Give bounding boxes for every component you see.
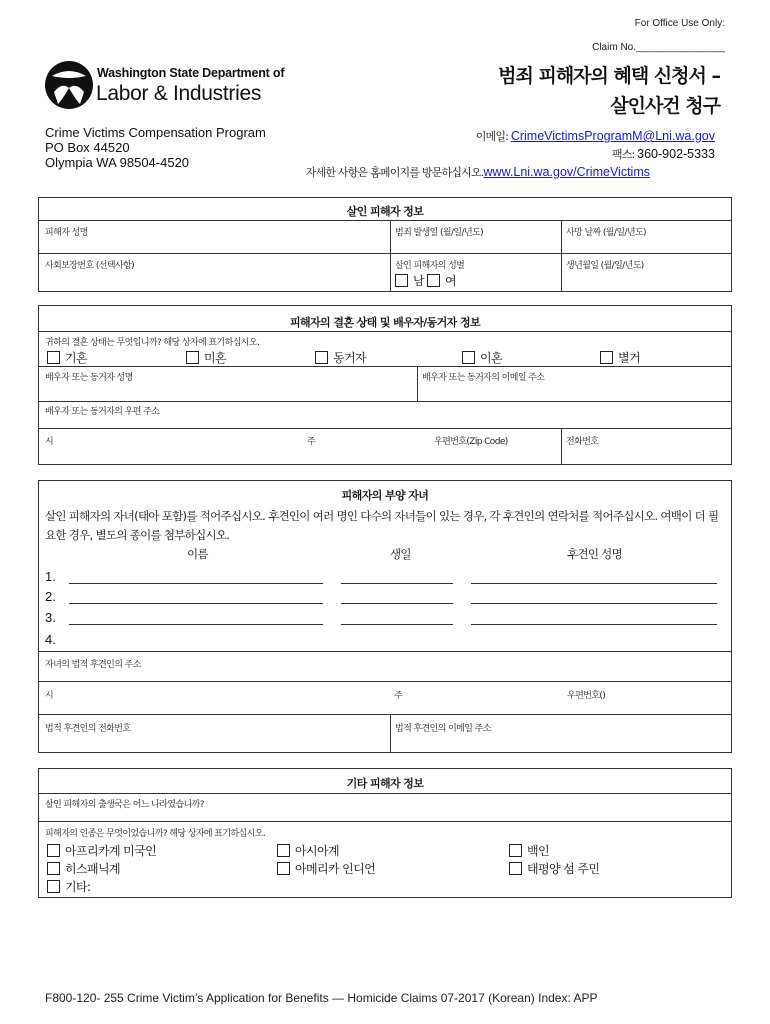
married-checkbox[interactable]	[47, 351, 60, 364]
female-checkbox[interactable]	[427, 274, 440, 287]
spouse-phone-field[interactable]: 전화번호	[566, 437, 599, 447]
native-checkbox[interactable]	[277, 862, 290, 875]
native-label: 아메리카 인디언	[295, 862, 376, 876]
separated-option[interactable]	[600, 349, 640, 366]
contact-fax-row	[612, 146, 715, 163]
race-white-option[interactable]	[509, 842, 549, 859]
female-label: 여	[445, 274, 456, 288]
single-label: 미혼	[204, 351, 226, 365]
spouse-address-field[interactable]: 배우자 또는 동거자의 우편 주소	[45, 407, 160, 417]
child-2-guardian-input[interactable]	[471, 603, 717, 604]
race-other-option[interactable]	[47, 878, 90, 895]
hispanic-label: 히스패닉계	[65, 862, 120, 876]
gender-label: 살인 피해자의 성별	[395, 261, 465, 271]
other-info-section	[38, 768, 732, 898]
guardian-address-field[interactable]: 자녀의 법적 후견인의 주소	[45, 660, 141, 670]
race-question: 피해자의 인종은 무엇이었습니까? 해당 상자에 표기하십시오.	[45, 829, 266, 839]
child-2-name-input[interactable]	[69, 603, 323, 604]
address-line1: Crime Victims Compensation Program	[45, 125, 266, 140]
male-label: 남	[413, 274, 424, 288]
child-row-1-number: 1.	[45, 569, 56, 584]
victim-info-section	[38, 197, 732, 292]
single-checkbox[interactable]	[186, 351, 199, 364]
guardian-state-field[interactable]: 주	[394, 691, 403, 701]
male-checkbox[interactable]	[395, 274, 408, 287]
partner-label: 동거자	[333, 351, 366, 365]
pacific-checkbox[interactable]	[509, 862, 522, 875]
marital-question: 귀하의 결혼 상태는 무엇입니까? 해당 상자에 표기하십시오.	[45, 338, 260, 348]
children-instructions: 살인 피해자의 자녀(태아 포함)를 적어주십시오. 후견인이 여러 명인 다수의 자녀들이 있는 경우, 각 후견인의 연락처를 적어주십시오. 여백이 더 필요한 경우, 별도의 종이를 첨부하십시오.	[45, 509, 719, 542]
birth-country-field[interactable]: 살인 피해자의 출생국은 어느 나라였습니까?	[45, 800, 204, 810]
gender-male-option[interactable]	[395, 272, 424, 289]
guardian-email-field[interactable]: 법적 후견인의 이메일 주소	[395, 724, 491, 734]
separated-label: 별거	[618, 351, 640, 365]
african-checkbox[interactable]	[47, 844, 60, 857]
separated-checkbox[interactable]	[600, 351, 613, 364]
form-footer: F800-120- 255 Crime Victim’s Application for Benefits — Homicide Claims 07-2017 (Korean) Index: APP	[45, 991, 598, 1005]
death-date-field[interactable]: 사망 날짜 (월/일/년도)	[566, 228, 646, 238]
asian-checkbox[interactable]	[277, 844, 290, 857]
other-info-title: 기타 피해자 정보	[346, 777, 424, 790]
pacific-label: 태평양 섬 주민	[527, 862, 600, 876]
race-hispanic-option[interactable]	[47, 860, 120, 877]
ssn-field[interactable]: 사회보장번호 (선택사항)	[45, 261, 135, 271]
partner-option[interactable]	[315, 349, 366, 366]
african-label: 아프리카계 미국인	[65, 844, 157, 858]
guardian-phone-field[interactable]: 법적 후견인의 전화번호	[45, 724, 131, 734]
spouse-city-field[interactable]: 시	[45, 437, 54, 447]
website-link[interactable]: www.Lni.wa.gov/CrimeVictims	[483, 165, 650, 179]
married-label: 기혼	[65, 351, 87, 365]
child-row-4-number: 4.	[45, 632, 56, 647]
spouse-zip-field[interactable]: 우편번호(Zip Code)	[434, 437, 508, 447]
logo-line2: Labor & Industries	[96, 82, 262, 105]
race-african-option[interactable]	[47, 842, 156, 859]
program-address	[45, 125, 266, 170]
single-option[interactable]	[186, 349, 226, 366]
divorced-label: 이혼	[480, 351, 502, 365]
victim-name-field[interactable]: 피해자 성명	[45, 228, 88, 238]
child-3-guardian-input[interactable]	[471, 624, 717, 625]
child-row-3-number: 3.	[45, 610, 56, 625]
claim-number-field[interactable]: Claim No.________________	[592, 42, 725, 53]
asian-label: 아시아계	[295, 844, 339, 858]
address-line2: PO Box 44520	[45, 140, 130, 155]
dob-field[interactable]: 생년월일 (월/일/년도)	[566, 261, 644, 271]
race-pacific-option[interactable]	[509, 860, 599, 877]
child-2-dob-input[interactable]	[341, 603, 453, 604]
fax-label: 팩스:	[611, 148, 638, 161]
white-label: 백인	[527, 844, 549, 858]
married-option[interactable]	[47, 349, 87, 366]
email-label: 이메일:	[475, 130, 511, 143]
spouse-email-field[interactable]: 배우자 또는 동거자의 이메일 주소	[422, 373, 545, 383]
hispanic-checkbox[interactable]	[47, 862, 60, 875]
white-checkbox[interactable]	[509, 844, 522, 857]
guardian-zip-field[interactable]: 우편번호()	[567, 691, 606, 701]
contact-email-row	[476, 128, 715, 145]
child-row-2-number: 2.	[45, 589, 56, 604]
child-3-dob-input[interactable]	[341, 624, 453, 625]
crime-date-field[interactable]: 범죄 발생일 (월/일/년도)	[395, 228, 484, 238]
child-1-dob-input[interactable]	[341, 583, 453, 584]
web-label: 자세한 사항은 홈페이지를 방문하십시오.	[305, 166, 484, 179]
email-link[interactable]: CrimeVictimsProgramM@Lni.wa.gov	[510, 129, 715, 143]
divorced-option[interactable]	[462, 349, 502, 366]
child-1-guardian-input[interactable]	[471, 583, 717, 584]
contact-web-row	[306, 164, 650, 181]
child-1-name-input[interactable]	[69, 583, 323, 584]
form-title-line1: 범죄 피해자의 혜택 신청서 –	[498, 65, 720, 87]
spouse-state-field[interactable]: 주	[307, 437, 316, 447]
address-line3: Olympia WA 98504-4520	[45, 155, 190, 170]
logo-line1: Washington State Department of	[97, 66, 285, 80]
fax-number: 360-902-5333	[637, 147, 715, 161]
dependent-children-section	[38, 480, 732, 753]
other-label: 기타:	[65, 880, 91, 894]
spouse-name-field[interactable]: 배우자 또는 동거자 성명	[45, 373, 133, 383]
race-native-option[interactable]	[277, 860, 375, 877]
victim-info-title: 살인 피해자 정보	[346, 205, 424, 218]
gender-female-option[interactable]	[427, 272, 456, 289]
divorced-checkbox[interactable]	[462, 351, 475, 364]
children-title: 피해자의 부양 자녀	[341, 489, 429, 502]
office-use-label: For Office Use Only:	[634, 18, 725, 29]
marital-status-title: 피해자의 결혼 상태 및 배우자/동거자 정보	[289, 316, 480, 329]
col-dob-header: 생일	[390, 547, 411, 561]
col-guardian-header: 후견인 성명	[567, 547, 622, 561]
other-checkbox[interactable]	[47, 880, 60, 893]
partner-checkbox[interactable]	[315, 351, 328, 364]
col-name-header: 이름	[187, 547, 208, 561]
race-asian-option[interactable]	[277, 842, 339, 859]
form-title-line2: 살인사건 청구	[610, 95, 720, 117]
marital-status-section	[38, 305, 732, 465]
guardian-city-field[interactable]: 시	[45, 691, 54, 701]
lni-logo-icon	[44, 58, 94, 112]
child-3-name-input[interactable]	[69, 624, 323, 625]
